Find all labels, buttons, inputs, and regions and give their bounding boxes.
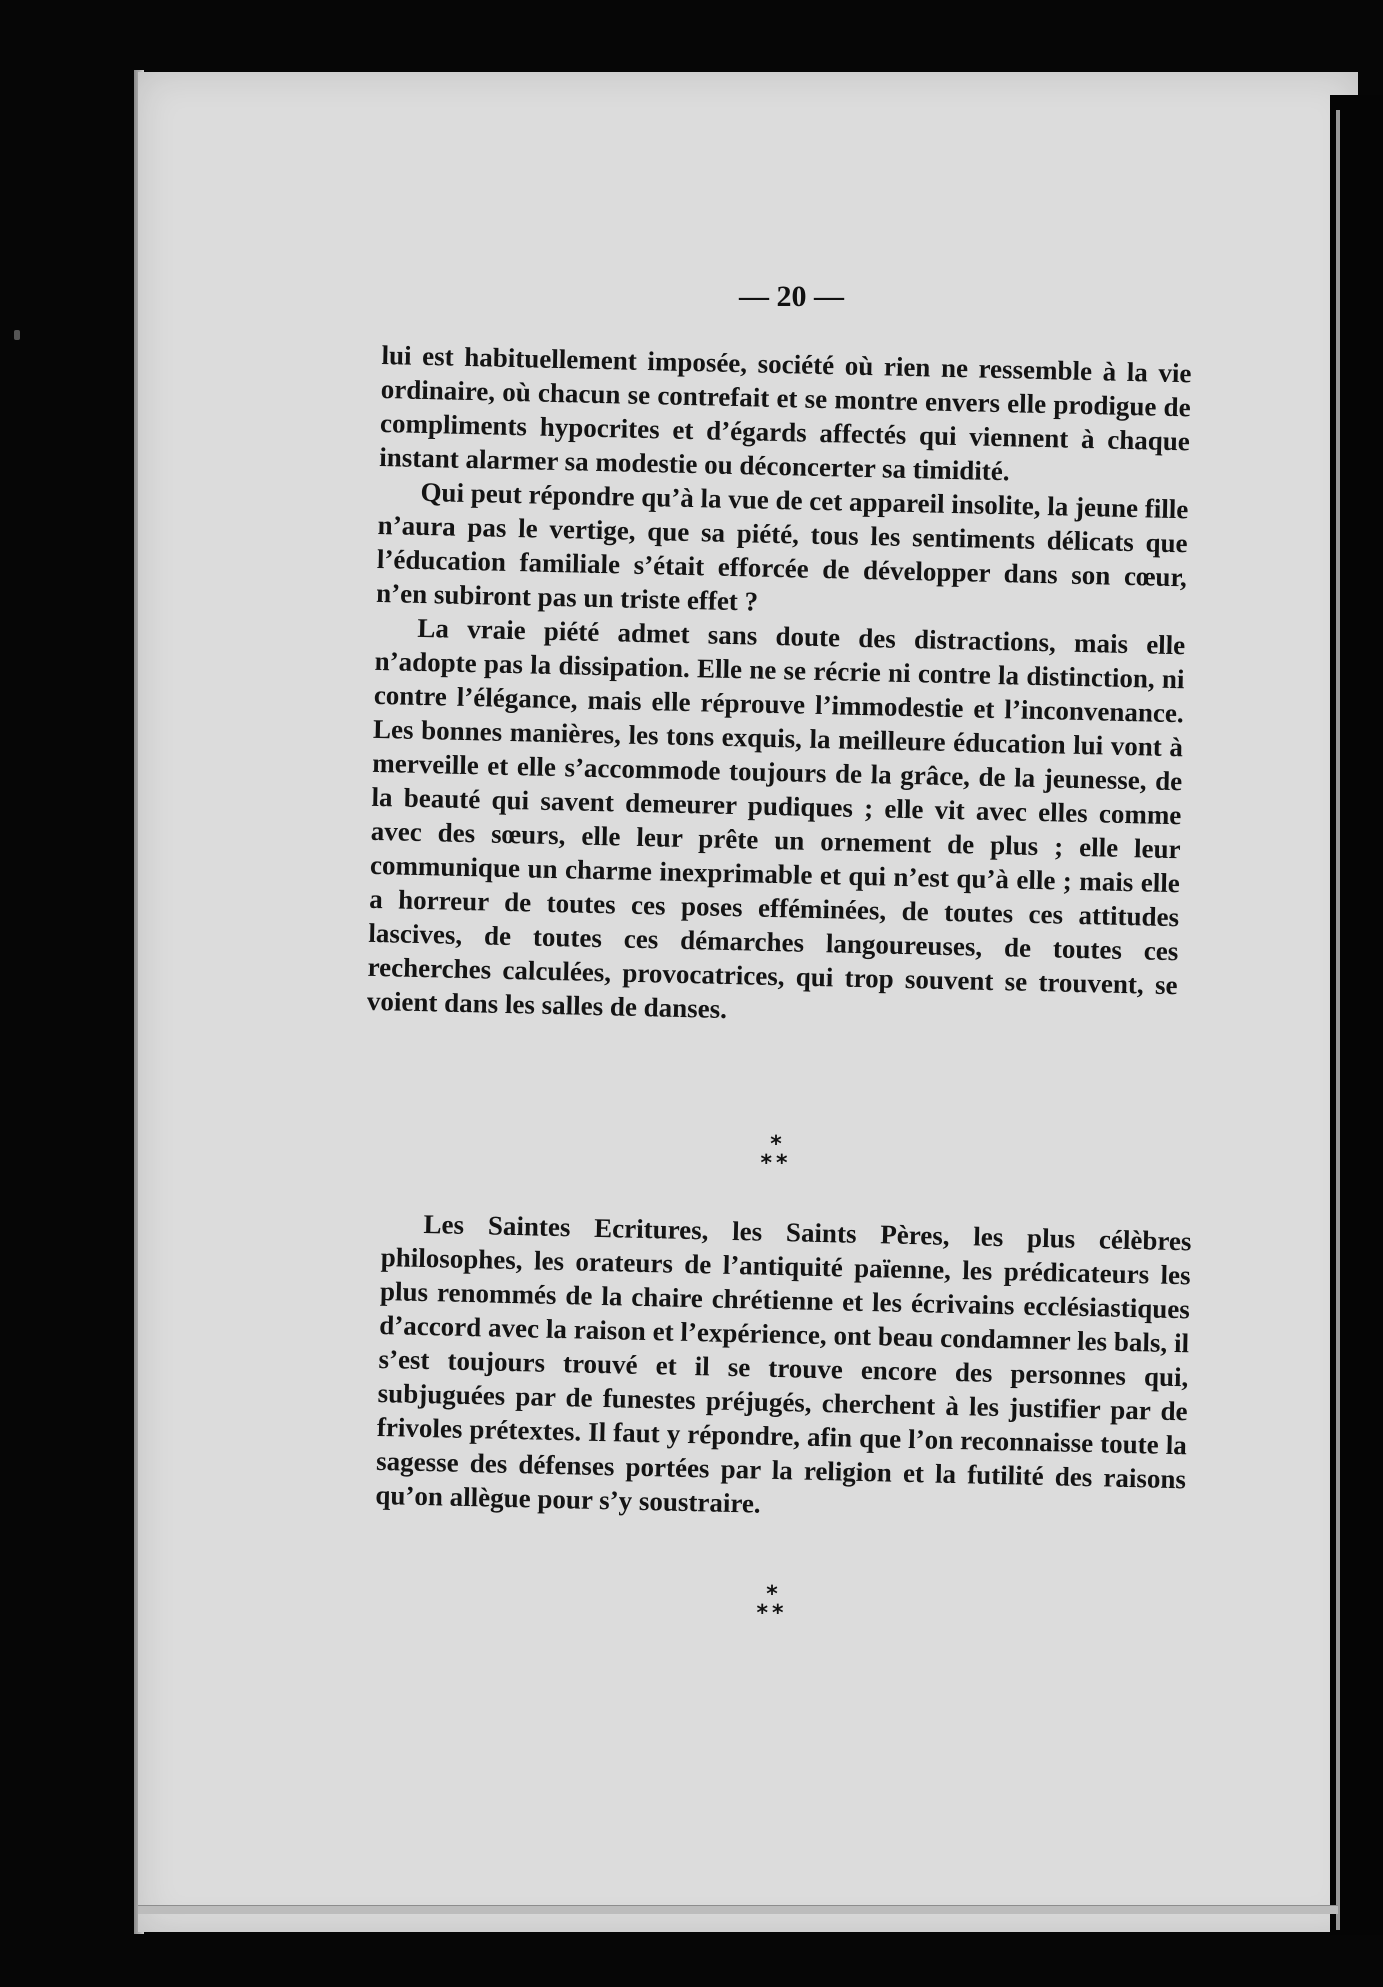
paragraph: La vraie piété admet sans doute des distractions, mais elle n’adopte pas la dissipation. Elle ne se récrie ni contre la distinction, ni contre l’élégance, mais elle réprouve l’immodestie et l’inconvenance. Les bonnes manières, les tons exquis, la meilleure éducation lui vont à merveille et elle s’accommode toujours de la grâce, de la jeunesse, de la beauté qui savent demeurer pudiques ; elle vit avec elles comme avec des sœurs, elle leur prête un ornement de plus ; elle leur communique un charme inexprimable et qui n’est qu’à elle ; mais elle a horreur de toutes ces poses efféminées, de toutes ces attitudes lascives, de toutes ces démarches langoureuses, de toutes ces recherches calculées, provocatrices, qui trop souvent se trouvent, se voient dans les salles de danses. [366, 612, 1186, 1024]
page-number: — 20 — [739, 280, 844, 313]
asterism-stars: ** [756, 1601, 788, 1626]
paragraph: lui est habituellement imposée, société où rien ne ressemble à la vie ordinaire, où chacun se contrefait et se montre envers elle prodigue de compliments hypocrites et d’égards affectés qui viennent à chaque instant alarmer sa modestie ou déconcerter sa timidité. [378, 339, 1192, 487]
text-block-top [367, 338, 1192, 1036]
asterism-divider [746, 1132, 806, 1186]
scan-speck [14, 330, 20, 340]
right-page-edge [1336, 110, 1340, 1930]
asterism-divider [742, 1582, 802, 1636]
text-block-bottom [375, 1206, 1192, 1530]
paragraph: Les Saintes Ecritures, les Saints Pères, les plus célèbres philosophes, les orateurs de l’antiquité païenne, les prédicateurs les plus renommés de la chaire chrétienne et les écrivains ecclésiastiques d’accord avec la raison et l’expérience, ont beau condamner les bals, il s’est toujours trouvé et il se trouve encore des personnes qui, subjuguées par de funestes préjugés, cherchent à les justifier par de frivoles prétextes. Il faut y répondre, afin que l’on reconnaisse toute la sagesse des défenses portées par la religion et la futilité des raisons qu’on allègue pour s’y soustraire. [375, 1208, 1192, 1519]
asterism-star: * [766, 1582, 778, 1607]
bottom-page-edge [138, 1905, 1338, 1914]
asterism-stars: ** [760, 1151, 792, 1176]
paragraph: Qui peut répondre qu’à la vue de cet appareil insolite, la jeune fille n’aura pas le vertige, que sa piété, tous les sentiments délicats que l’éducation familiale s’était efforcée de développer dans son cœur, n’en subiront pas un triste effet ? [375, 476, 1189, 617]
asterism-star: * [770, 1132, 782, 1157]
